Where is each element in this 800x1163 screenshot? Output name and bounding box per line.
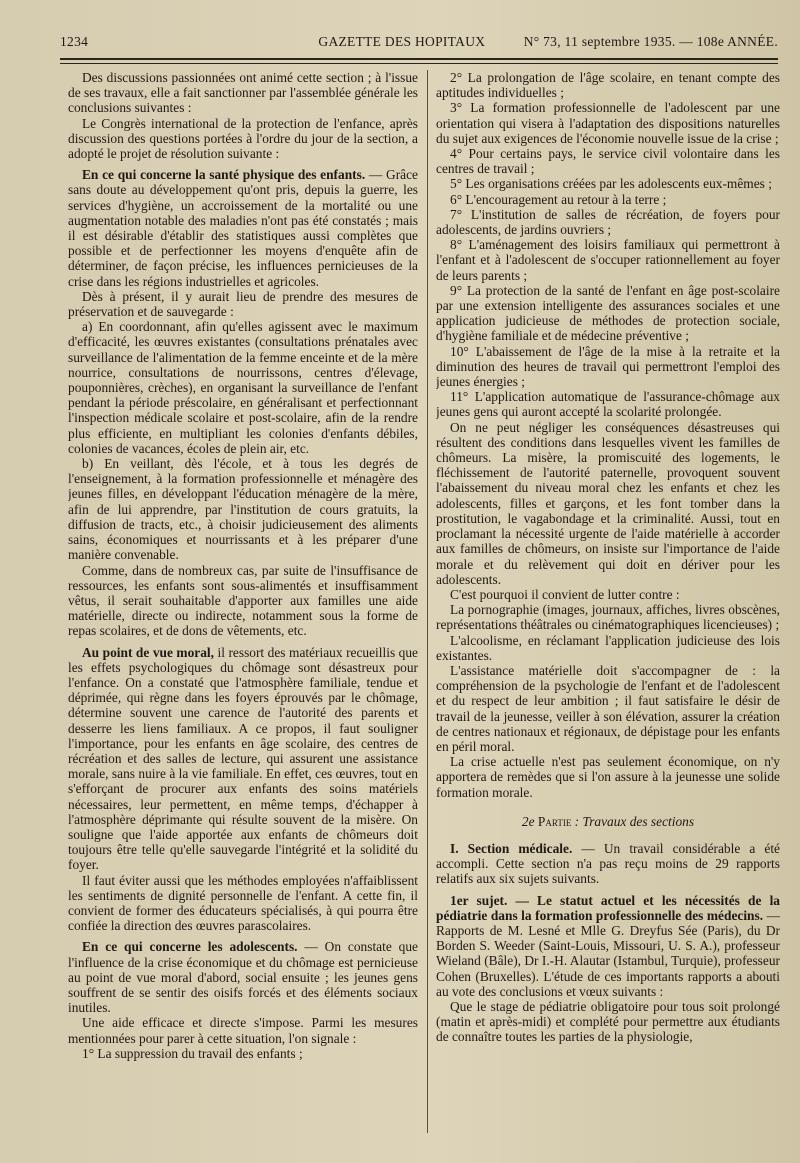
paragraph (436, 587, 780, 602)
paragraph (436, 344, 780, 390)
left-column (68, 70, 418, 1141)
column-divider (427, 70, 428, 1133)
paragraph (68, 1046, 418, 1061)
paragraph-text: 2° La prolongation de l'âge scolaire, en tenant compte des aptitudes individuelles ; (436, 70, 780, 101)
right-column-sections (436, 841, 780, 1045)
paragraph-text: Des discussions passionnées ont animé cette section ; à l'issue de ses travaux, elle a fait sanctionner par l'assemblée générale les conclusions suivantes : (68, 70, 418, 116)
paragraph (436, 237, 780, 283)
paragraph-text: b) En veillant, dès l'école, et à tous les degrés de l'enseignement, à la formation professionnelle et ménagère des jeunes filles, en développant l'éducation ménagère de la mère, afin de lui apprendre, par l'institution de cours gratuits, la diffusion de tracts, etc., à choisir judicieusement des aliments sains, économiques et nourrissants et à les préparer d'une manière convenable. (68, 456, 418, 563)
paragraph-text: — Grâce sans doute au développement qu'ont pris, depuis la guerre, les services d'hygiène, un accroissement de la mortalité ou une augmentation notable des maladies n'ont pas été constatés ; mais il est désirable d'établir des statistiques aussi complètes que possible et de perfectionner les moyens d'enquête afin de déterminer, de façon précise, les influences pernicieuses de la crise dans les régions industrielles et agricoles. (68, 167, 418, 289)
section-title: : Travaux des sections (571, 813, 695, 829)
paragraph (68, 563, 418, 639)
paragraph-text: L'assistance matérielle doit s'accompagner de : la compréhension de la psychologie de l'enfant et de l'adolescent et du respect de leur ambition ; il faut satisfaire le désir de travail de la jeunesse, veiller à son élévation, assurer la création de centres nationaux et régionaux, de dépistage pour les enfants en péril moral. (436, 662, 780, 754)
journal-title: GAZETTE DES HOPITAUX (318, 34, 486, 49)
paragraph-lead: 1er sujet. — Le statut actuel et les nécessités de la pédiatrie dans la formation professionnelle des médecins. (436, 892, 780, 923)
paragraph-text: 5° Les organisations créées par les adolescents eux-mêmes ; (450, 176, 772, 192)
paragraph-text: La pornographie (images, journaux, affiches, livres obscènes, représentations théâtrales ou cinématographiques licencieuses) ; (436, 602, 780, 633)
paragraph (436, 100, 780, 146)
paragraph (68, 116, 418, 162)
paragraph (436, 389, 780, 419)
paragraph-text: La crise actuelle n'est pas seulement économique, on n'y apportera de remèdes que si l'on assure à la jeunesse une solide formation morale. (436, 754, 780, 800)
header-rule-thin (60, 63, 778, 64)
section-number: 2e (521, 813, 535, 829)
paragraph-text: 10° L'abaissement de l'âge de la mise à la retraite et la diminution des heures de travail qui permettront l'emploi des jeunes énergies ; (436, 343, 780, 390)
paragraph (68, 873, 418, 934)
paragraph-text: 4° Pour certains pays, le service civil volontaire dans les centres de travail ; (436, 146, 780, 177)
paragraph-text: Il faut éviter aussi que les méthodes employées n'affaiblissent les sentiments de dignité personnelle de l'enfant. A cette fin, il convient de former des éducateurs spécialisés, à qui pourra être confiée la direction des œuvres parascolaires. (68, 872, 418, 934)
right-column-list (436, 70, 780, 800)
paragraph-text: 11° L'application automatique de l'assurance-chômage aux jeunes gens qui auront accepté la scolarité prolongée. (436, 389, 780, 420)
paragraph (436, 176, 780, 191)
paragraph-text: 9° La protection de la santé de l'enfant en âge post-scolaire par une extension intelligente des assurances sociales et une application judicieuse de méthodes de protection sociale, d'hygiène familiale et de médecine préventive ; (436, 282, 780, 344)
paragraph-text: il ressort des matériaux recueillis que les effets psychologiques du chômage sont désastreux pour l'enfance. On a constaté que l'atmosphère familiale, tendue et déprimée, qui règne dans les foyers éprouvés par le chômage, détermine souvent une carence de l'autorité des parents et desserre les liens familiaux. A ce propos, il faut souligner l'importance, pour les enfants en âge scolaire, des centres de récréation et des salles de lecture, qui assurent une assistance morale, sans nuire à la vie familiale. En effet, ces œuvres, tout en s'efforçant de procurer aux enfants des soins matériels nécessaires, leur permettent, en même temps, d'échapper à l'atmosphère déprimante qui résulte souvent de la misère. On souligne que l'aide apportée aux enfants de chômeurs doit toujours être telle qu'elle sauvegarde l'intégrité et la solidité du foyer. (68, 644, 418, 873)
paragraph (436, 283, 780, 344)
paragraph-text: — Un travail considérable a été accompli. Cette section n'a pas reçu moins de 29 rapports relatifs aux six sujets suivants. (436, 840, 780, 887)
paragraph-text: a) En coordonnant, afin qu'elles agissent avec le maximum d'efficacité, les œuvres existantes (consultations prénatales avec surveillance de l'alimentation de la femme enceinte et de la mère nourrice, consultations de nourrissons, centres d'élevage, pouponnières, crèches), en organisant la surveillance de l'enfant pendant la période préscolaire, en généralisant et perfectionnant l'inspection médicale scolaire et post-scolaire, afin de la rendre plus efficiente, en multipliant les colonies d'enfants débiles, colonies de vacances, écoles de plein air, etc. (68, 319, 418, 456)
right-column (436, 70, 780, 1141)
header-rule (60, 58, 778, 60)
paragraph-text: C'est pourquoi il convient de lutter contre : (450, 586, 680, 602)
paragraph (436, 207, 780, 237)
paragraph (436, 633, 780, 663)
paragraph (68, 939, 418, 1015)
page-number: 1234 (60, 34, 89, 49)
paragraph-text: 8° L'aménagement des loisirs familiaux qui permettront à l'enfant et à l'adolescent de s'occuper rationnellement au foyer de leurs parents ; (436, 237, 780, 283)
paragraph-text: Une aide efficace et directe s'impose. Parmi les mesures mentionnées pour parer à cette situation, l'on signale : (68, 1015, 418, 1046)
paragraph-lead: En ce qui concerne les adolescents. (82, 939, 298, 955)
paragraph (436, 70, 780, 100)
paragraph-lead: I. Section médicale. (450, 840, 573, 856)
paragraph-text: Comme, dans de nombreux cas, par suite de l'insuffisance de ressources, les enfants sont sous-alimentés et insuffisamment vêtus, il serait souhaitable d'apporter aux familles une aide matérielle, directe ou indirecte, notamment sous la forme de repas scolaires, et de dons de vêtements, etc. (68, 562, 418, 639)
paragraph (436, 420, 780, 587)
paragraph-lead: Au point de vue moral, (82, 644, 214, 660)
paragraph (68, 70, 418, 116)
paragraph-text: — On constate que l'influence de la crise économique et du chômage est pernicieuse au point de vue moral d'abord, social ensuite ; les jeunes gens souffrent de se sentir des oisifs forcés et des éléments sociaux inutiles. (68, 939, 418, 1016)
paragraph (68, 1015, 418, 1045)
section-part-label: Partie (537, 813, 572, 829)
paragraph-text: On ne peut négliger les conséquences désastreuses qui résultent des conditions dans lesquelles vivent les familles de chômeurs. La misère, la promiscuité des logements, le fléchissement de l'autorité paternelle, provoquent souvent l'abaissement du niveau moral chez les enfants et chez les adolescents, filles et garçons, et les font tomber dans la prostitution, le vagabondage et la criminalité. Aussi, tout en proclamant la nécessité urgente de l'aide matérielle à accorder aux familles de chômeurs, on insiste sur l'importance de l'aide morale et du relèvement qui doit en dériver pour les adolescents. (436, 419, 780, 587)
paragraph-text: — Rapports de M. Lesné et Mlle G. Dreyfus Sée (Paris), du Dr Borden S. Weeder (Saint-Louis, Missouri, U. S. A.), professeur Wieland (Bâle), Dr I.-H. Alautar (Istambul, Turquie), professeur Cohen (Bruxelles). L'étude de ces importants rapports a abouti au vote des conclusions et vœux suivants : (436, 907, 780, 999)
paragraph (436, 146, 780, 176)
paragraph-text: 3° La formation professionnelle de l'adolescent par une orientation qui visera à l'adaptation des dispositions naturelles du sujet aux exigences de l'économie nouvelle issue de la crise ; (436, 100, 780, 146)
paragraph (436, 192, 780, 207)
paragraph-text: Que le stage de pédiatrie obligatoire pour tous soit prolongé (matin et après-midi) et complété pour permettre aux étudiants de connaître toutes les parties de la physiologie, (436, 998, 780, 1045)
paragraph (68, 289, 418, 319)
paragraph (436, 893, 780, 999)
paragraph-text: 7° L'institution de salles de récréation, de foyers pour adolescents, de jardins ouvriers ; (436, 206, 780, 238)
paragraph-lead: En ce qui concerne la santé physique des enfants. (82, 167, 366, 183)
paragraph (436, 999, 780, 1045)
issue-info: N° 73, 11 septembre 1935. — 108e ANNÉE. (523, 34, 778, 49)
paragraph (436, 602, 780, 632)
paragraph (68, 167, 418, 289)
section-heading (436, 814, 780, 829)
paragraph (68, 645, 418, 873)
paragraph (436, 663, 780, 754)
paragraph (68, 319, 418, 456)
paragraph-text: Le Congrès international de la protection de l'enfance, après discussion des questions portées à l'ordre du jour de la section, a adopté le projet de résolution suivante : (68, 115, 418, 162)
paragraph-text: L'alcoolisme, en réclamant l'application judicieuse des lois existantes. (436, 632, 780, 663)
paragraph (68, 456, 418, 562)
paragraph-text: 6° L'encouragement au retour à la terre ; (450, 191, 667, 207)
paragraph-text: 1° La suppression du travail des enfants ; (82, 1045, 303, 1061)
paragraph-text: Dès à présent, il y aurait lieu de prendre des mesures de préservation et de sauvegarde : (68, 288, 418, 320)
page-header (60, 28, 778, 56)
paragraph (436, 841, 780, 887)
paragraph (436, 754, 780, 800)
